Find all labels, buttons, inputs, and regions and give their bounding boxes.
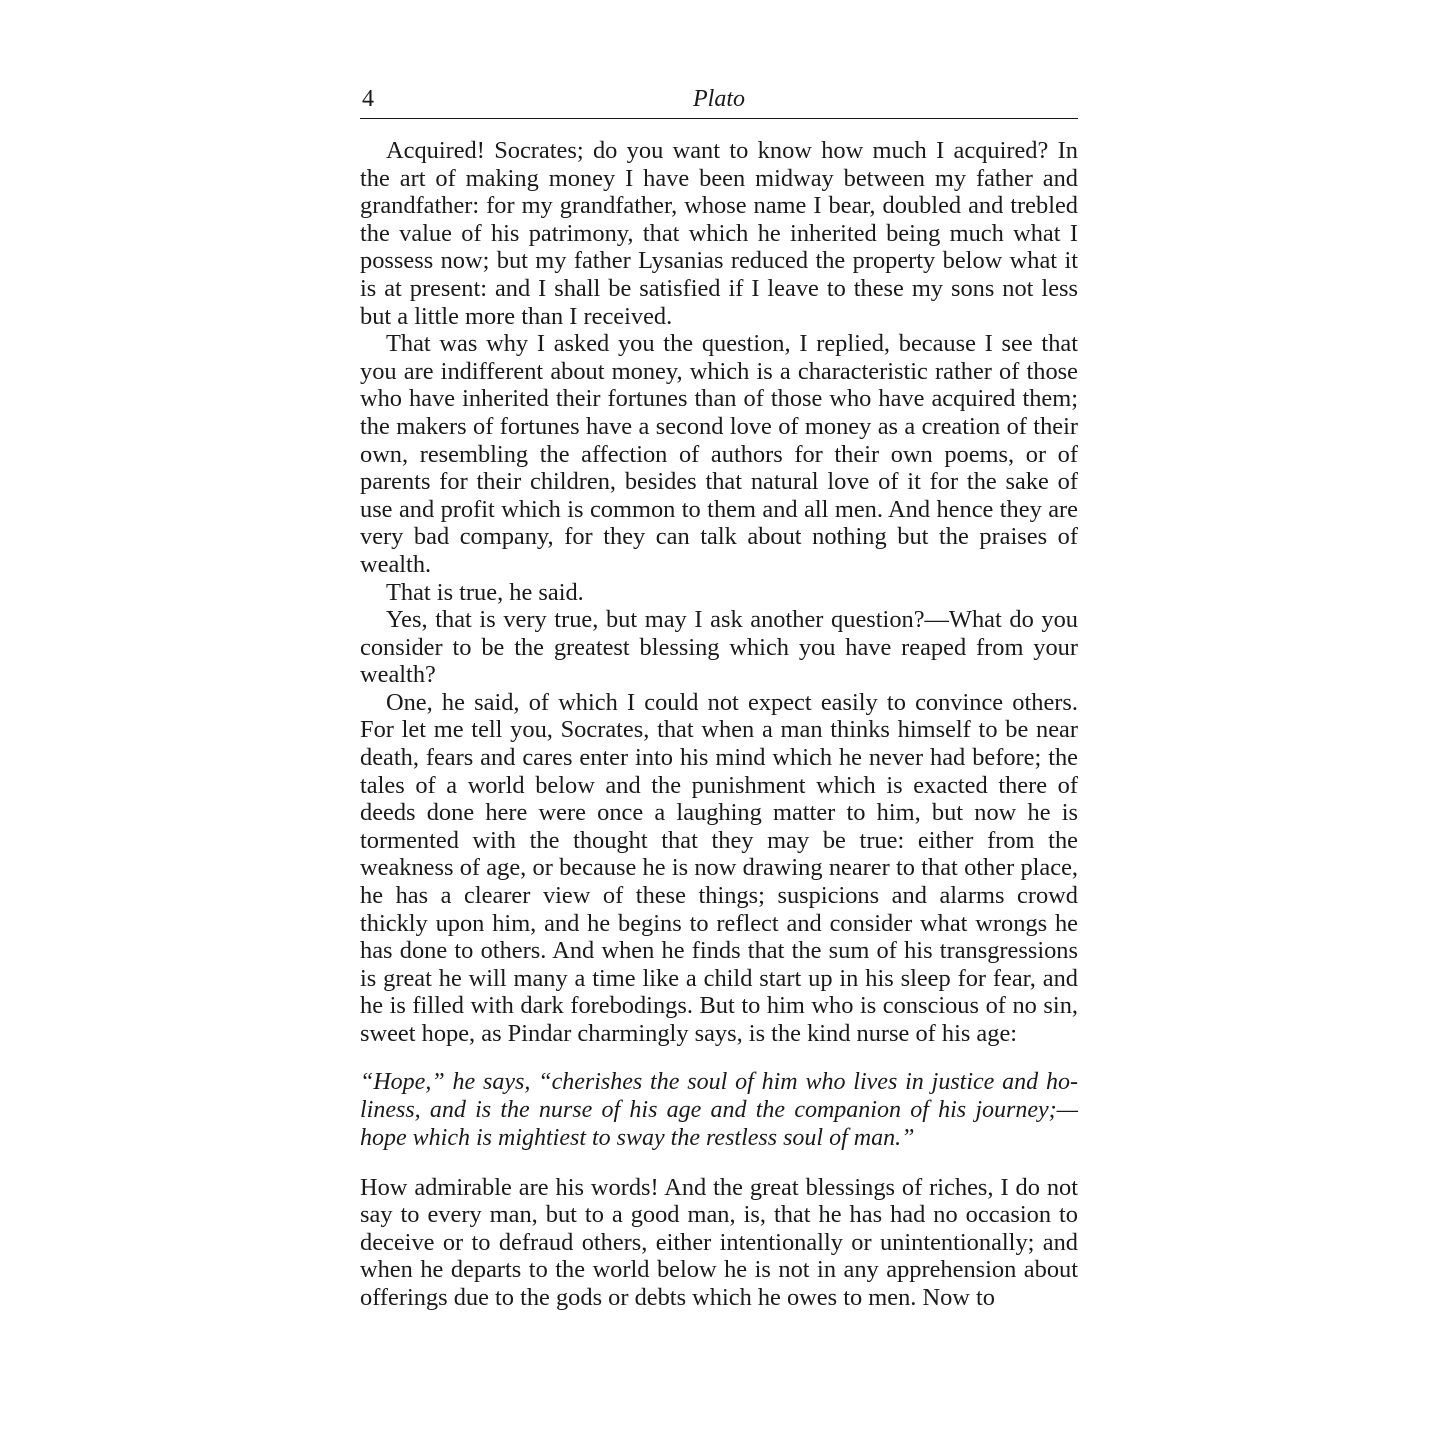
closing-paragraph: How admirable are his words! And the great blessings of riches, I do not say to every man, but to a good man, is, that he has had no occasion to deceive or to defraud others, either intentionally or unintentionally; and when he departs to the world below he is not in any apprehension about offerings due to the gods or debts which he owes to men. Now to (360, 1173, 1078, 1311)
quote-open: “Hope,” (360, 1068, 445, 1095)
body-text (360, 137, 1078, 1312)
page-number: 4 (362, 86, 374, 112)
quote-body: “cherishes the soul of him who lives in justice and holiness, and is the nurse of his age and the companion of his journey;—hope which is mightiest to sway the restless soul of man.” (360, 1068, 1078, 1151)
running-head (360, 78, 1078, 119)
paragraph: That was why I asked you the question, I replied, because I see that you are indifferent about money, which is a characteristic rather of those who have inherited their fortunes than of those who have acquired them; the makers of fortunes have a second love of money as a creation of their own, resembling the affection of authors for their own poems, or of parents for their children, besides that natural love of it for the sake of use and profit which is common to them and all men. And hence they are very bad company, for they can talk about nothing but the praises of wealth. (360, 330, 1078, 578)
paragraph: That is true, he said. (386, 578, 584, 606)
paragraph: Yes, that is very true, but may I ask another question?—What do you consider to be the greatest blessing which you have reaped from your wealth? (360, 606, 1078, 689)
quote-attribution: he says, (444, 1068, 539, 1095)
paragraph: One, he said, of which I could not expect easily to convince others. For let me tell you, Socrates, that when a man thinks himself to be near death, fears and cares enter into his mind which he never had before; the tales of a world below and the punishment which is exacted there of deeds done here were once a laughing matter to him, but now he is tormented with the thought that they may be true: either from the weakness of age, or because he is now drawing nearer to that other place, he has a clearer view of these things; suspicions and alarms crowd thickly upon him, and he begins to reflect and consider what wrongs he has done to others. And when he finds that the sum of his transgressions is great he will many a time like a child start up in his sleep for fear, and he is filled with dark forebodings. But to him who is conscious of no sin, sweet hope, as Pindar charmingly says, is the kind nurse of his age: (360, 688, 1078, 1047)
running-title: Plato (693, 86, 745, 112)
book-page (360, 78, 1078, 1312)
paragraph: Acquired! Socrates; do you want to know how much I acquired? In the art of making money I have been midway between my father and grandfather: for my grandfather, whose name I bear, doubled and trebled the value of his patrimony, that which he inherited being much what I possess now; but my father Lysanias reduced the property below what it is at present: and I shall be satisfied if I leave to these my sons not less but a little more than I received. (360, 137, 1078, 330)
block-quote (360, 1068, 1078, 1152)
